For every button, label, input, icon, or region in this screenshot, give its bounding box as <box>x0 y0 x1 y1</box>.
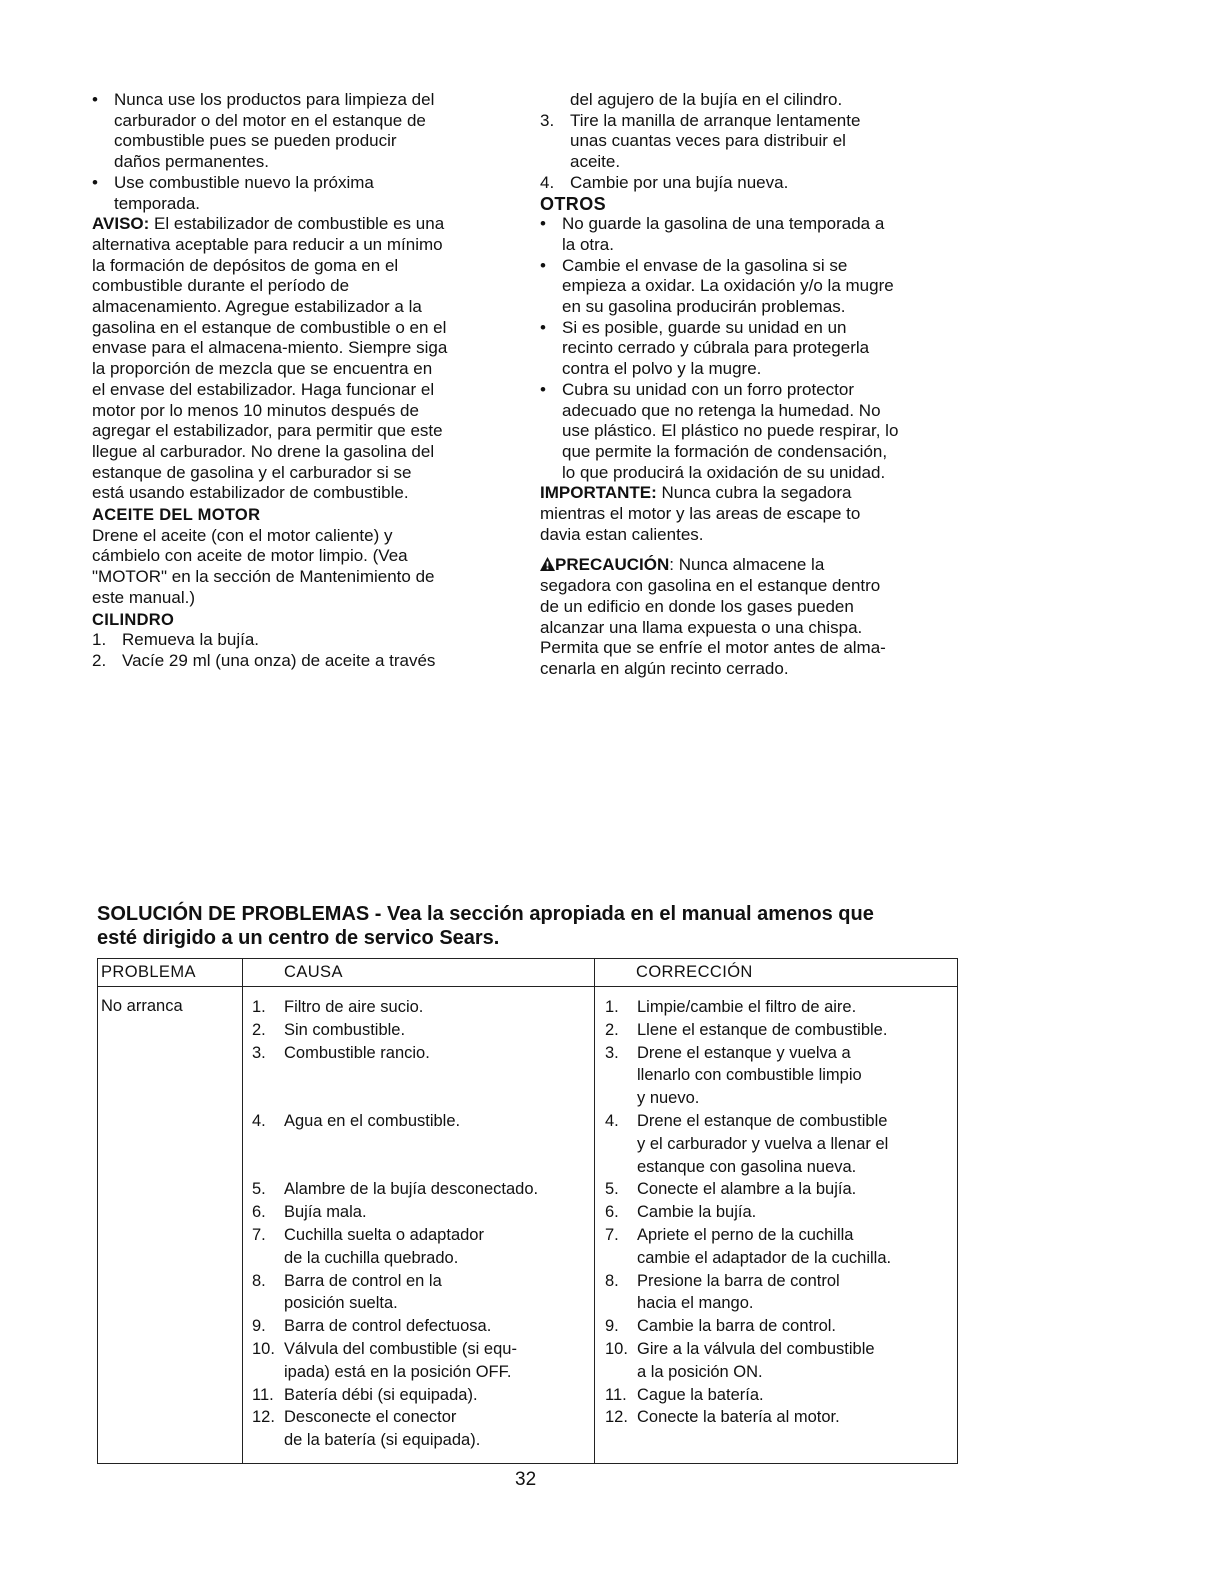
correccion-item <box>605 1201 956 1224</box>
item-number: 8. <box>252 1271 266 1290</box>
otros-heading: OTROS <box>540 193 607 214</box>
correccion-item <box>605 996 956 1019</box>
step-number: 4. <box>540 172 555 192</box>
causa-cell <box>244 1315 597 1338</box>
step-number: 2. <box>92 650 107 670</box>
item-text: Drene el estanque de combustible y el carburador y vuelva a llenar el estanque con gasolina nueva. <box>637 1111 889 1176</box>
cilindro-heading: CILINDRO <box>92 610 175 629</box>
item-number: 7. <box>252 1225 266 1244</box>
item-number: 5. <box>252 1180 266 1199</box>
correccion-item <box>605 1338 956 1384</box>
cilindro-step <box>540 173 960 194</box>
correccion-cell <box>597 1224 956 1270</box>
item-text: Bujía mala. <box>284 1203 367 1222</box>
aceite-heading: ACEITE DEL MOTOR <box>92 506 261 525</box>
causa-cell <box>244 1338 597 1384</box>
causa-cell <box>244 996 597 1019</box>
item-number: 3. <box>605 1043 619 1062</box>
causa-cell <box>244 1384 597 1407</box>
table-row <box>244 1315 956 1338</box>
item-text: Barra de control en la posición suelta. <box>284 1271 442 1313</box>
correccion-item <box>605 1019 956 1042</box>
precaucion-paragraph <box>540 555 960 679</box>
problem-cell: No arranca <box>101 997 183 1015</box>
correccion-item <box>605 1406 956 1429</box>
correccion-cell <box>597 1270 956 1316</box>
section-title: SOLUCIÓN DE PROBLEMAS - Vea la sección apropiada en el manual amenos que esté dirigido a un centro de servico Sears. <box>97 903 874 949</box>
item-text: Conecte el alambre a la bujía. <box>637 1180 857 1199</box>
causa-cell <box>244 1110 597 1178</box>
item-text: Limpie/cambie el filtro de aire. <box>637 998 857 1016</box>
bullet-item: • Use combustible nuevo la próxima temporada. <box>92 173 522 214</box>
item-text: Cague la batería. <box>637 1385 764 1404</box>
bullet-item: • No guarde la gasolina de una temporada a la otra. <box>540 214 960 255</box>
causa-item <box>252 1315 597 1338</box>
item-number: 4. <box>605 1111 619 1130</box>
header-problema: PROBLEMA <box>101 963 196 981</box>
item-number: 8. <box>605 1271 619 1290</box>
correccion-cell <box>597 1384 956 1407</box>
item-number: 12. <box>605 1408 628 1427</box>
left-column <box>92 90 522 672</box>
item-number: 10. <box>252 1339 275 1358</box>
correccion-cell <box>597 1110 956 1178</box>
aviso-text: El estabilizador de combustible es una alternativa aceptable para reducir a un mínimo la formación de depósitos de goma en el combustible durante el período de almacenamiento. Agregue estabilizador a la gasolina en el estanque de combustible o en el envase para el almacena-miento. Siempre siga la proporción de mezcla que se encuentra en el envase del estabilizador. Haga funcionar el motor por lo menos 10 minutos después de agregar el estabilizador, para permitir que este llegue al carburador. No drene la gasolina del estanque de gasolina y el carburador si se está usando estabilizador de combustible. <box>92 214 448 503</box>
item-text: Desconecte el conector de la batería (si equipada). <box>284 1408 481 1450</box>
causa-item <box>252 1338 597 1384</box>
header-divider <box>98 986 957 987</box>
precaucion-label: PRECAUCIÓN <box>555 555 670 575</box>
table-row <box>244 996 956 1019</box>
item-text: Sin combustible. <box>284 1020 406 1039</box>
step-number: 3. <box>540 110 555 130</box>
causa-item <box>252 1110 597 1133</box>
correccion-cell <box>597 1315 956 1338</box>
causa-cell <box>244 1270 597 1316</box>
correccion-item <box>605 1315 956 1338</box>
item-number: 2. <box>605 1020 619 1039</box>
correccion-item <box>605 1270 956 1316</box>
item-number: 1. <box>605 998 619 1016</box>
correccion-item <box>605 1110 956 1178</box>
bullet-item: • Si es posible, guarde su unidad en un recinto cerrado y cúbrala para protegerla contra el polvo y la mugre. <box>540 318 960 380</box>
step-number: 1. <box>92 630 107 650</box>
table-row <box>244 1201 956 1224</box>
causa-item <box>252 996 597 1019</box>
item-text: Batería débi (si equipada). <box>284 1385 478 1404</box>
item-text: Filtro de aire sucio. <box>284 998 424 1016</box>
correccion-item <box>605 1224 956 1270</box>
correccion-cell <box>597 1201 956 1224</box>
correccion-cell <box>597 1042 956 1110</box>
item-number: 4. <box>252 1111 266 1130</box>
item-text: Gire a la válvula del combustible a la posición ON. <box>637 1339 875 1381</box>
troubleshooting-table <box>97 958 958 1464</box>
bullet-item: • Nunca use los productos para limpieza del carburador o del motor en el estanque de combustible pues se pueden producir daños permanentes. <box>92 90 522 173</box>
table-rows <box>244 996 956 1452</box>
causa-cell <box>244 1406 597 1452</box>
item-text: Cambie la barra de control. <box>637 1317 837 1336</box>
causa-item <box>252 1384 597 1407</box>
item-text: Drene el estanque y vuelva a llenarlo con combustible limpio y nuevo. <box>637 1043 862 1108</box>
importante-text: Nunca cubra la segadora mientras el motor y las areas de escape to davia estan calientes. <box>540 483 861 544</box>
item-text: Conecte la batería al motor. <box>637 1408 840 1427</box>
correccion-cell <box>597 996 956 1019</box>
page-number: 32 <box>515 1469 537 1490</box>
item-text: Combustible rancio. <box>284 1043 430 1062</box>
step-text: Vacíe 29 ml (una onza) de aceite a través <box>122 650 436 670</box>
causa-cell <box>244 1042 597 1110</box>
causa-item <box>252 1406 597 1452</box>
table-row <box>244 1178 956 1201</box>
item-text: Barra de control defectuosa. <box>284 1317 492 1336</box>
correccion-cell <box>597 1338 956 1384</box>
column-divider <box>242 959 243 1463</box>
item-number: 2. <box>252 1020 266 1039</box>
causa-cell <box>244 1224 597 1270</box>
step-text: Remueva la bujía. <box>122 630 260 650</box>
importante-label: IMPORTANTE: <box>540 483 657 503</box>
item-number: 1. <box>252 998 266 1016</box>
causa-item <box>252 1019 597 1042</box>
item-text: Llene el estanque de combustible. <box>637 1020 888 1039</box>
table-row <box>244 1270 956 1316</box>
item-number: 9. <box>605 1317 619 1336</box>
cilindro-step <box>92 651 522 672</box>
causa-cell <box>244 1178 597 1201</box>
step-continuation: del agujero de la bujía en el cilindro. <box>570 90 843 109</box>
table-row <box>244 1406 956 1452</box>
item-number: 12. <box>252 1408 275 1427</box>
item-text: Agua en el combustible. <box>284 1111 461 1130</box>
warning-triangle-icon <box>540 555 555 574</box>
aviso-paragraph <box>92 214 522 504</box>
table-row <box>244 1338 956 1384</box>
correccion-item <box>605 1384 956 1407</box>
right-column <box>540 90 960 680</box>
item-number: 11. <box>252 1385 274 1404</box>
cilindro-step <box>540 111 960 173</box>
precaucion-text: : Nunca almacene la segadora con gasolina en el estanque dentro de un edificio en donde los gases pueden alcanzar una llama expuesta o una chispa. Permita que se enfríe el motor antes de alma- cenarla en algún recinto cerrado. <box>540 555 886 678</box>
item-number: 9. <box>252 1317 266 1336</box>
correccion-item <box>605 1178 956 1201</box>
aviso-label: AVISO: <box>92 214 150 234</box>
bullet-item: • Cubra su unidad con un forro protector adecuado que no retenga la humedad. No use plástico. El plástico no puede respirar, lo que permite la formación de condensación, lo que producirá la oxidación de su unidad. <box>540 380 960 484</box>
header-correccion: CORRECCIÓN <box>636 963 753 981</box>
item-number: 6. <box>605 1203 619 1222</box>
causa-item <box>252 1201 597 1224</box>
table-row <box>244 1042 956 1110</box>
item-text: Cuchilla suelta o adaptador de la cuchilla quebrado. <box>284 1225 484 1267</box>
causa-cell <box>244 1019 597 1042</box>
item-text: Apriete el perno de la cuchilla cambie el adaptador de la cuchilla. <box>637 1225 892 1267</box>
item-number: 11. <box>605 1385 627 1404</box>
cilindro-step <box>92 630 522 651</box>
header-causa: CAUSA <box>284 963 343 981</box>
item-text: Válvula del combustible (si equ- ipada) está en la posición OFF. <box>284 1339 517 1381</box>
correccion-item <box>605 1042 956 1110</box>
item-number: 5. <box>605 1180 619 1199</box>
item-text: Alambre de la bujía desconectado. <box>284 1180 539 1199</box>
causa-item <box>252 1042 597 1065</box>
correccion-cell <box>597 1178 956 1201</box>
item-text: Presione la barra de control hacia el mango. <box>637 1271 840 1313</box>
causa-item <box>252 1270 597 1316</box>
correccion-cell <box>597 1406 956 1452</box>
importante-paragraph <box>540 483 960 545</box>
step-text: Tire la manilla de arranque lentamente unas cuantas veces para distribuir el aceite. <box>570 110 861 172</box>
table-row <box>244 1019 956 1042</box>
correccion-cell <box>597 1019 956 1042</box>
aceite-text: Drene el aceite (con el motor caliente) y cámbielo con aceite de motor limpio. (Vea "MOTOR" en la sección de Mantenimiento de este manual.) <box>92 525 435 607</box>
item-number: 10. <box>605 1339 628 1358</box>
bullet-item: • Cambie el envase de la gasolina si se empieza a oxidar. La oxidación y/o la mugre en su gasolina producirán problemas. <box>540 256 960 318</box>
causa-cell <box>244 1201 597 1224</box>
causa-item <box>252 1224 597 1270</box>
item-number: 3. <box>252 1043 266 1062</box>
item-number: 6. <box>252 1203 266 1222</box>
causa-item <box>252 1178 597 1201</box>
table-row <box>244 1110 956 1178</box>
table-row <box>244 1224 956 1270</box>
table-row <box>244 1384 956 1407</box>
step-text: Cambie por una bujía nueva. <box>570 172 789 192</box>
item-number: 7. <box>605 1225 619 1244</box>
item-text: Cambie la bujía. <box>637 1203 757 1222</box>
